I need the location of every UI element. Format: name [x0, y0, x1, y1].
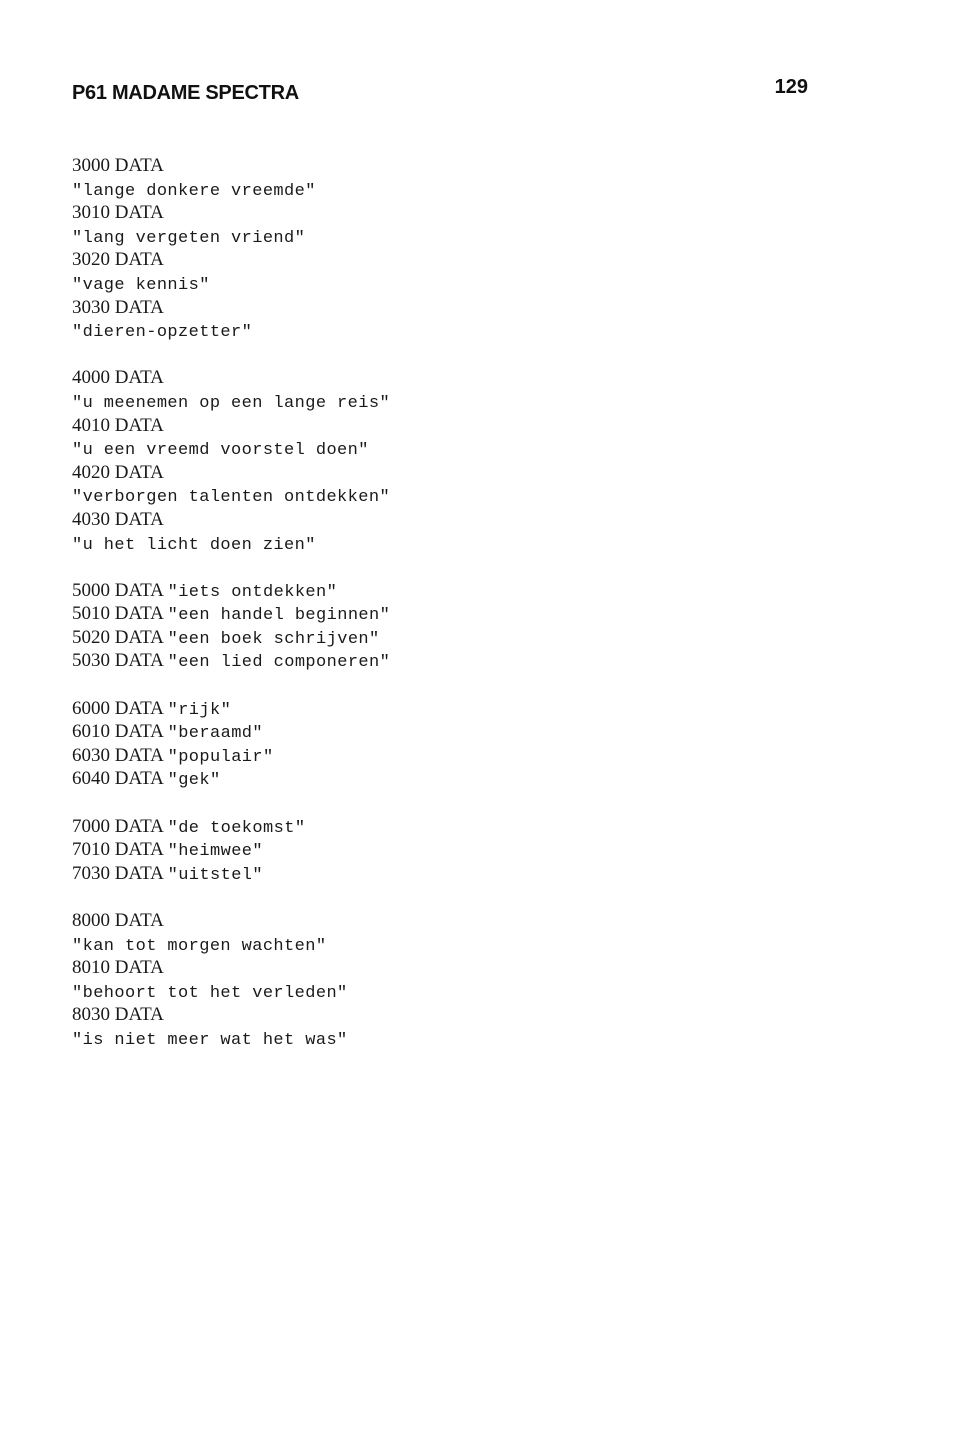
code-line [72, 649, 872, 673]
code-block [72, 579, 872, 673]
string-literal: "rijk" [167, 700, 232, 720]
line-number-keyword: 4010 DATA [72, 414, 164, 436]
line-number-keyword: 4000 DATA [72, 367, 164, 389]
code-line [72, 602, 872, 626]
line-number-keyword: 8000 DATA [72, 910, 164, 931]
string-literal: "uitstel" [167, 865, 264, 885]
string-literal: "kan tot morgen wachten" [72, 936, 327, 956]
code-line [72, 579, 872, 603]
code-line [72, 1027, 872, 1051]
code-line [72, 909, 872, 933]
code-line [72, 933, 872, 957]
line-number-keyword: 5020 DATA [72, 626, 168, 648]
string-literal: "gek" [167, 771, 221, 791]
program-listing [72, 154, 872, 1074]
code-line [72, 461, 872, 485]
line-number-keyword: 5010 DATA [72, 603, 168, 625]
code-line [72, 1003, 872, 1027]
string-literal: "behoort tot het verleden" [72, 983, 348, 1003]
string-literal: "dieren-opzetter" [72, 323, 253, 343]
code-block [72, 909, 872, 1051]
line-number-keyword: 6040 DATA [72, 768, 168, 790]
code-line [72, 815, 872, 839]
page-header [72, 76, 812, 112]
string-literal: "u meenemen op een lange reis" [72, 393, 391, 413]
code-line [72, 838, 872, 862]
code-block [72, 815, 872, 886]
line-number-keyword: 6030 DATA [72, 744, 168, 766]
string-literal: "lang vergeten vriend" [72, 228, 306, 248]
code-line [72, 319, 872, 343]
string-literal: "u een vreemd voorstel doen" [72, 441, 369, 461]
code-line [72, 437, 872, 461]
line-number-keyword: 7000 DATA [72, 815, 168, 837]
string-literal: "een lied componeren" [167, 653, 391, 673]
code-line [72, 626, 872, 650]
line-number-keyword: 3030 DATA [72, 296, 164, 318]
line-number-keyword: 3020 DATA [72, 249, 164, 271]
line-number-keyword: 6010 DATA [72, 721, 168, 743]
code-line [72, 272, 872, 296]
code-block [72, 154, 872, 343]
code-line [72, 248, 872, 272]
code-line [72, 697, 872, 721]
code-line [72, 744, 872, 768]
code-line [72, 956, 872, 980]
code-line [72, 532, 872, 556]
string-literal: "beraamd" [167, 724, 264, 744]
line-number-keyword: 4030 DATA [72, 508, 164, 530]
line-number-keyword: 8010 DATA [72, 957, 164, 979]
code-line [72, 296, 872, 320]
line-number-keyword: 6000 DATA [72, 697, 168, 719]
code-line [72, 767, 872, 791]
code-line [72, 178, 872, 202]
code-block [72, 697, 872, 791]
string-literal: "populair" [167, 747, 274, 767]
code-line [72, 201, 872, 225]
code-line [72, 484, 872, 508]
string-literal: "lange donkere vreemde" [72, 181, 316, 201]
code-block [72, 366, 872, 555]
line-number-keyword: 5000 DATA [72, 579, 168, 601]
line-number-keyword: 3000 DATA [72, 155, 164, 176]
string-literal: "vage kennis" [72, 275, 210, 295]
page-title: P61 MADAME SPECTRA [72, 82, 299, 104]
string-literal: "is niet meer wat het was" [72, 1030, 348, 1050]
string-literal: "de toekomst" [167, 818, 306, 838]
line-number-keyword: 7010 DATA [72, 839, 168, 861]
string-literal: "een handel beginnen" [167, 606, 391, 626]
string-literal: "heimwee" [167, 842, 264, 862]
code-line [72, 862, 872, 886]
string-literal: "iets ontdekken" [167, 582, 338, 602]
line-number-keyword: 7030 DATA [72, 862, 168, 884]
string-literal: "verborgen talenten ontdekken" [72, 488, 391, 508]
line-number-keyword: 8030 DATA [72, 1004, 164, 1026]
string-literal: "een boek schrijven" [167, 629, 380, 649]
code-line [72, 390, 872, 414]
page-number: 129 [774, 76, 808, 98]
code-line [72, 225, 872, 249]
code-line [72, 508, 872, 532]
line-number-keyword: 3010 DATA [72, 202, 164, 224]
code-line [72, 980, 872, 1004]
code-line [72, 414, 872, 438]
line-number-keyword: 5030 DATA [72, 650, 168, 672]
code-line [72, 720, 872, 744]
string-literal: "u het licht doen zien" [72, 535, 316, 555]
code-line [72, 366, 872, 390]
code-line [72, 154, 872, 178]
line-number-keyword: 4020 DATA [72, 461, 164, 483]
